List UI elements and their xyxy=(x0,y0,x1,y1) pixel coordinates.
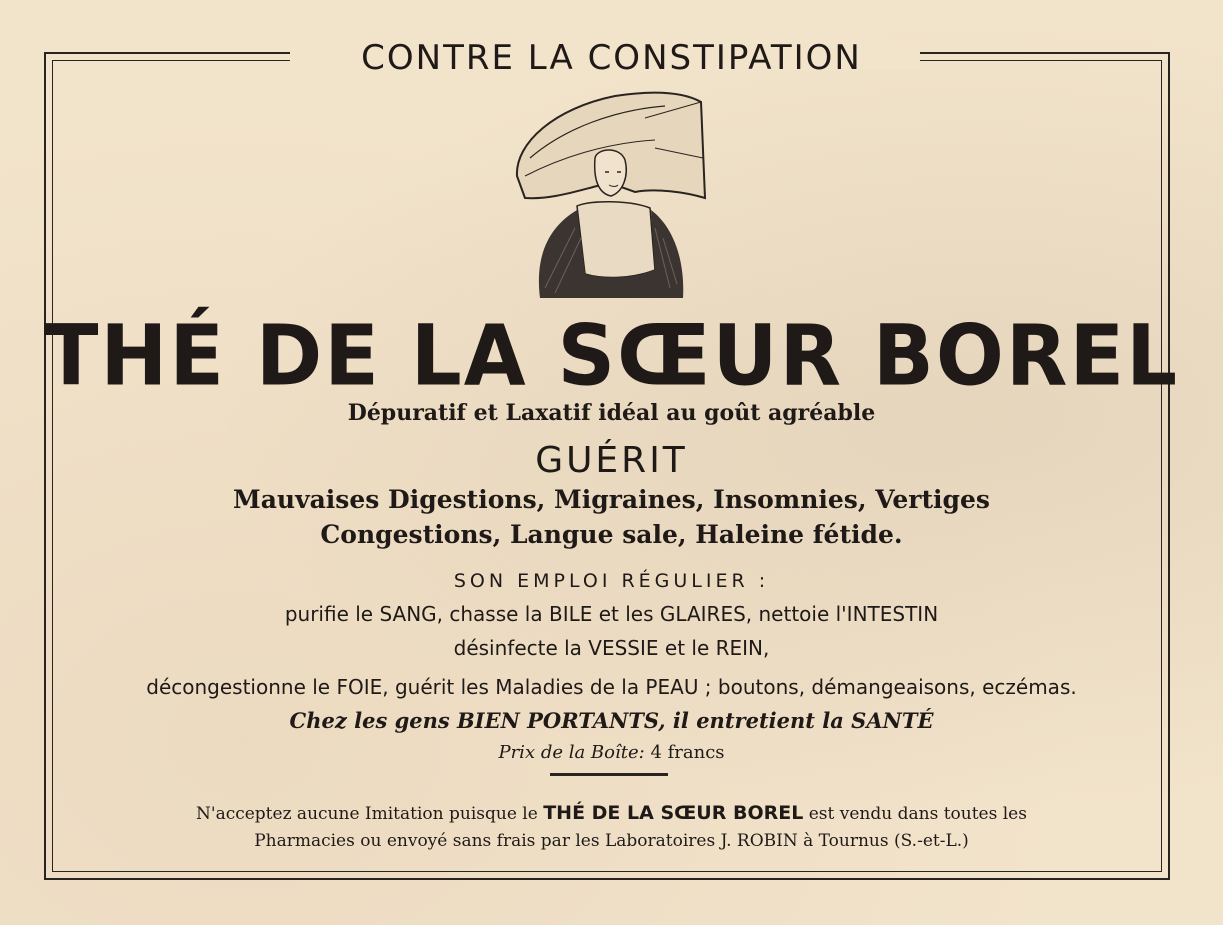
emploi-line: désinfecte la VESSIE et le REIN, xyxy=(453,636,770,660)
price-amount: 4 francs xyxy=(650,742,725,763)
emploi-heading: SON EMPLOI RÉGULIER : xyxy=(453,570,770,592)
product-title: THÉ DE LA SŒUR BOREL xyxy=(43,306,1180,405)
ailments-line: Congestions, Langue sale, Haleine fétide. xyxy=(320,520,903,549)
emploi-line: purifie le SANG, chasse la BILE et les GLAIRES, nettoie l'INTESTIN xyxy=(284,602,939,626)
price-line xyxy=(0,740,1223,766)
header-heading: CONTRE LA CONSTIPATION xyxy=(361,38,862,78)
footer-line: Pharmacies ou envoyé sans frais par les Laboratoires J. ROBIN à Tournus (S.-et-L.) xyxy=(254,831,969,851)
ailments-list xyxy=(0,482,1223,552)
guerit-heading: GUÉRIT xyxy=(535,440,688,481)
price-label: Prix de la Boîte: xyxy=(498,742,645,763)
footer-brand: THÉ DE LA SŒUR BOREL xyxy=(543,802,804,824)
emploi-line: décongestionne le FOIE, guérit les Maladies de la PEAU ; boutons, démangeaisons, eczémas. xyxy=(146,675,1077,699)
footer-line xyxy=(0,800,1223,827)
divider-rule xyxy=(550,773,668,776)
health-slogan: Chez les gens BIEN PORTANTS, il entretient la SANTÉ xyxy=(289,708,934,733)
ailments-line: Mauvaises Digestions, Migraines, Insomnies, Vertiges xyxy=(233,485,990,514)
footer-text: N'acceptez aucune Imitation puisque le xyxy=(196,804,538,824)
footer-text: est vendu dans toutes les xyxy=(808,804,1027,824)
product-subtitle: Dépuratif et Laxatif idéal au goût agréable xyxy=(347,400,876,426)
nun-illustration xyxy=(505,88,715,303)
